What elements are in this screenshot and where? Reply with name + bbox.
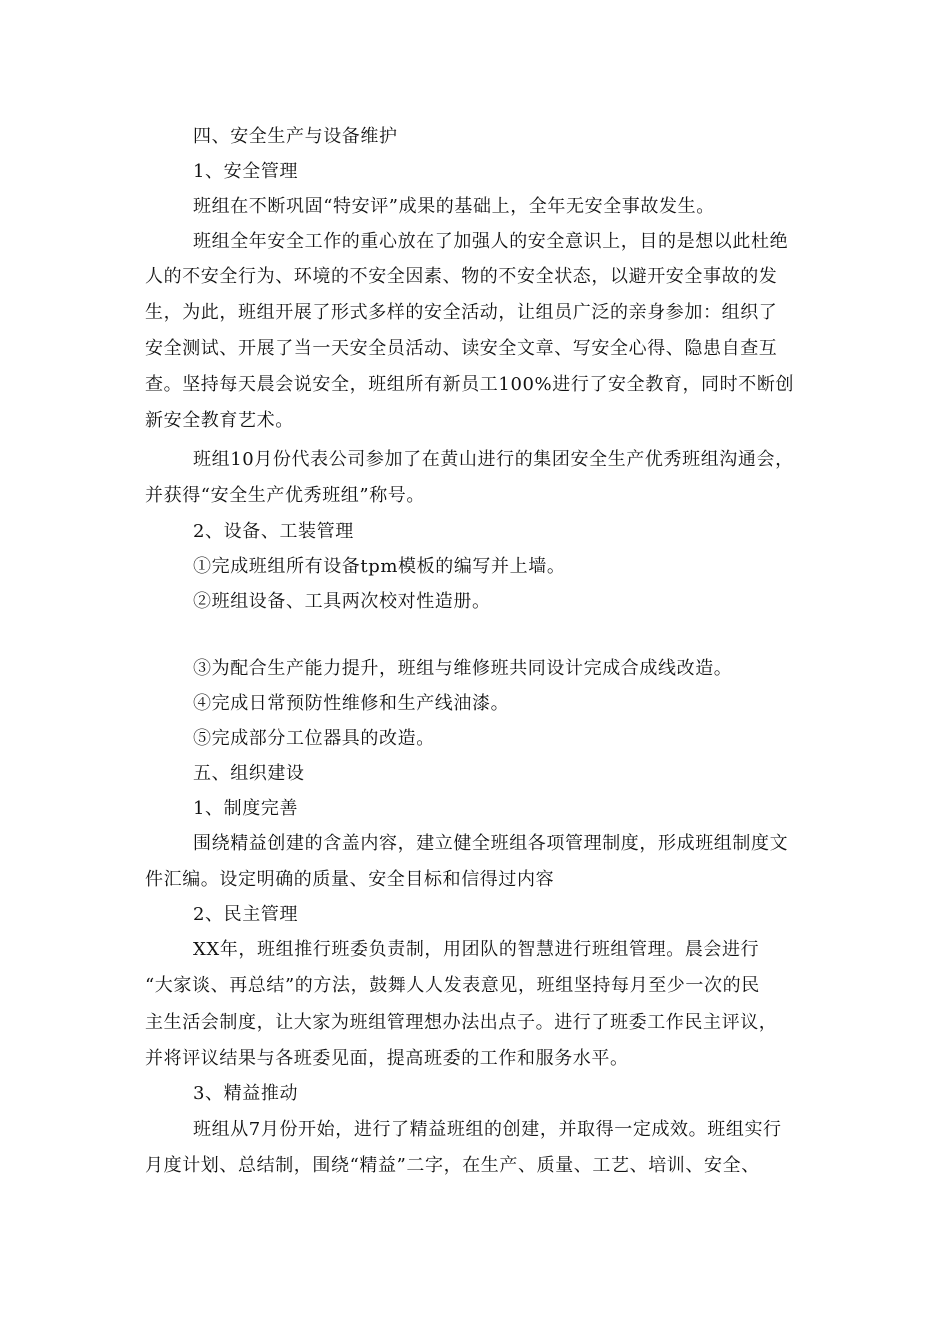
list-item: ③为配合生产能力提升，班组与维修班共同设计完成合成线改造。 [193, 658, 733, 679]
paragraph-line: 月度计划、总结制，围绕“精益”二字，在生产、质量、工艺、培训、安全、 [145, 1155, 760, 1176]
paragraph-line: 围绕精益创建的含盖内容，建立健全班组各项管理制度，形成班组制度文 [193, 833, 789, 854]
paragraph-line: 新安全教育艺术。 [145, 410, 294, 431]
paragraph-line: 班组在不断巩固“特安评”成果的基础上，全年无安全事故发生。 [193, 196, 715, 217]
list-item: ②班组设备、工具两次校对性造册。 [193, 591, 491, 612]
list-item: ④完成日常预防性维修和生产线油漆。 [193, 693, 510, 714]
paragraph-line: 生，为此，班组开展了形式多样的安全活动，让组员广泛的亲身参加：组织了 [145, 302, 778, 323]
paragraph-line: 安全测试、开展了当一天安全员活动、读安全文章、写安全心得、隐患自查互 [145, 338, 778, 359]
democratic-management-heading: 2、民主管理 [193, 904, 299, 925]
equipment-management-heading: 2、设备、工装管理 [193, 521, 354, 542]
paragraph-line: 查。坚持每天晨会说安全，班组所有新员工100%进行了安全教育，同时不断创 [145, 374, 795, 395]
paragraph-line: 班组全年安全工作的重心放在了加强人的安全意识上，目的是想以此杜绝 [193, 231, 789, 252]
list-item: ⑤完成部分工位器具的改造。 [193, 728, 435, 749]
lean-promotion-heading: 3、精益推动 [193, 1083, 299, 1104]
paragraph-line: 并将评议结果与各班委见面，提高班委的工作和服务水平。 [145, 1048, 629, 1069]
paragraph-line: 班组从7月份开始，进行了精益班组的创建，并取得一定成效。班组实行 [193, 1119, 782, 1140]
paragraph-line: 主生活会制度，让大家为班组管理想办法出点子。进行了班委工作民主评议， [145, 1012, 778, 1033]
section-4-heading: 四、安全生产与设备维护 [193, 126, 398, 147]
paragraph-line: 班组10月份代表公司参加了在黄山进行的集团安全生产优秀班组沟通会， [193, 449, 794, 470]
safety-management-heading: 1、安全管理 [193, 161, 299, 182]
paragraph-line: “大家谈、再总结”的方法，鼓舞人人发表意见，班组坚持每月至少一次的民 [145, 975, 760, 996]
section-5-heading: 五、组织建设 [193, 763, 305, 784]
system-improvement-heading: 1、制度完善 [193, 798, 299, 819]
paragraph-line: XX年，班组推行班委负责制，用团队的智慧进行班组管理。晨会进行 [193, 939, 760, 960]
paragraph-line: 并获得“安全生产优秀班组”称号。 [145, 485, 426, 506]
paragraph-line: 人的不安全行为、环境的不安全因素、物的不安全状态，以避开安全事故的发 [145, 266, 778, 287]
paragraph-line: 件汇编。设定明确的质量、安全目标和信得过内容 [145, 869, 555, 890]
list-item: ①完成班组所有设备tpm模板的编写并上墙。 [193, 556, 566, 577]
